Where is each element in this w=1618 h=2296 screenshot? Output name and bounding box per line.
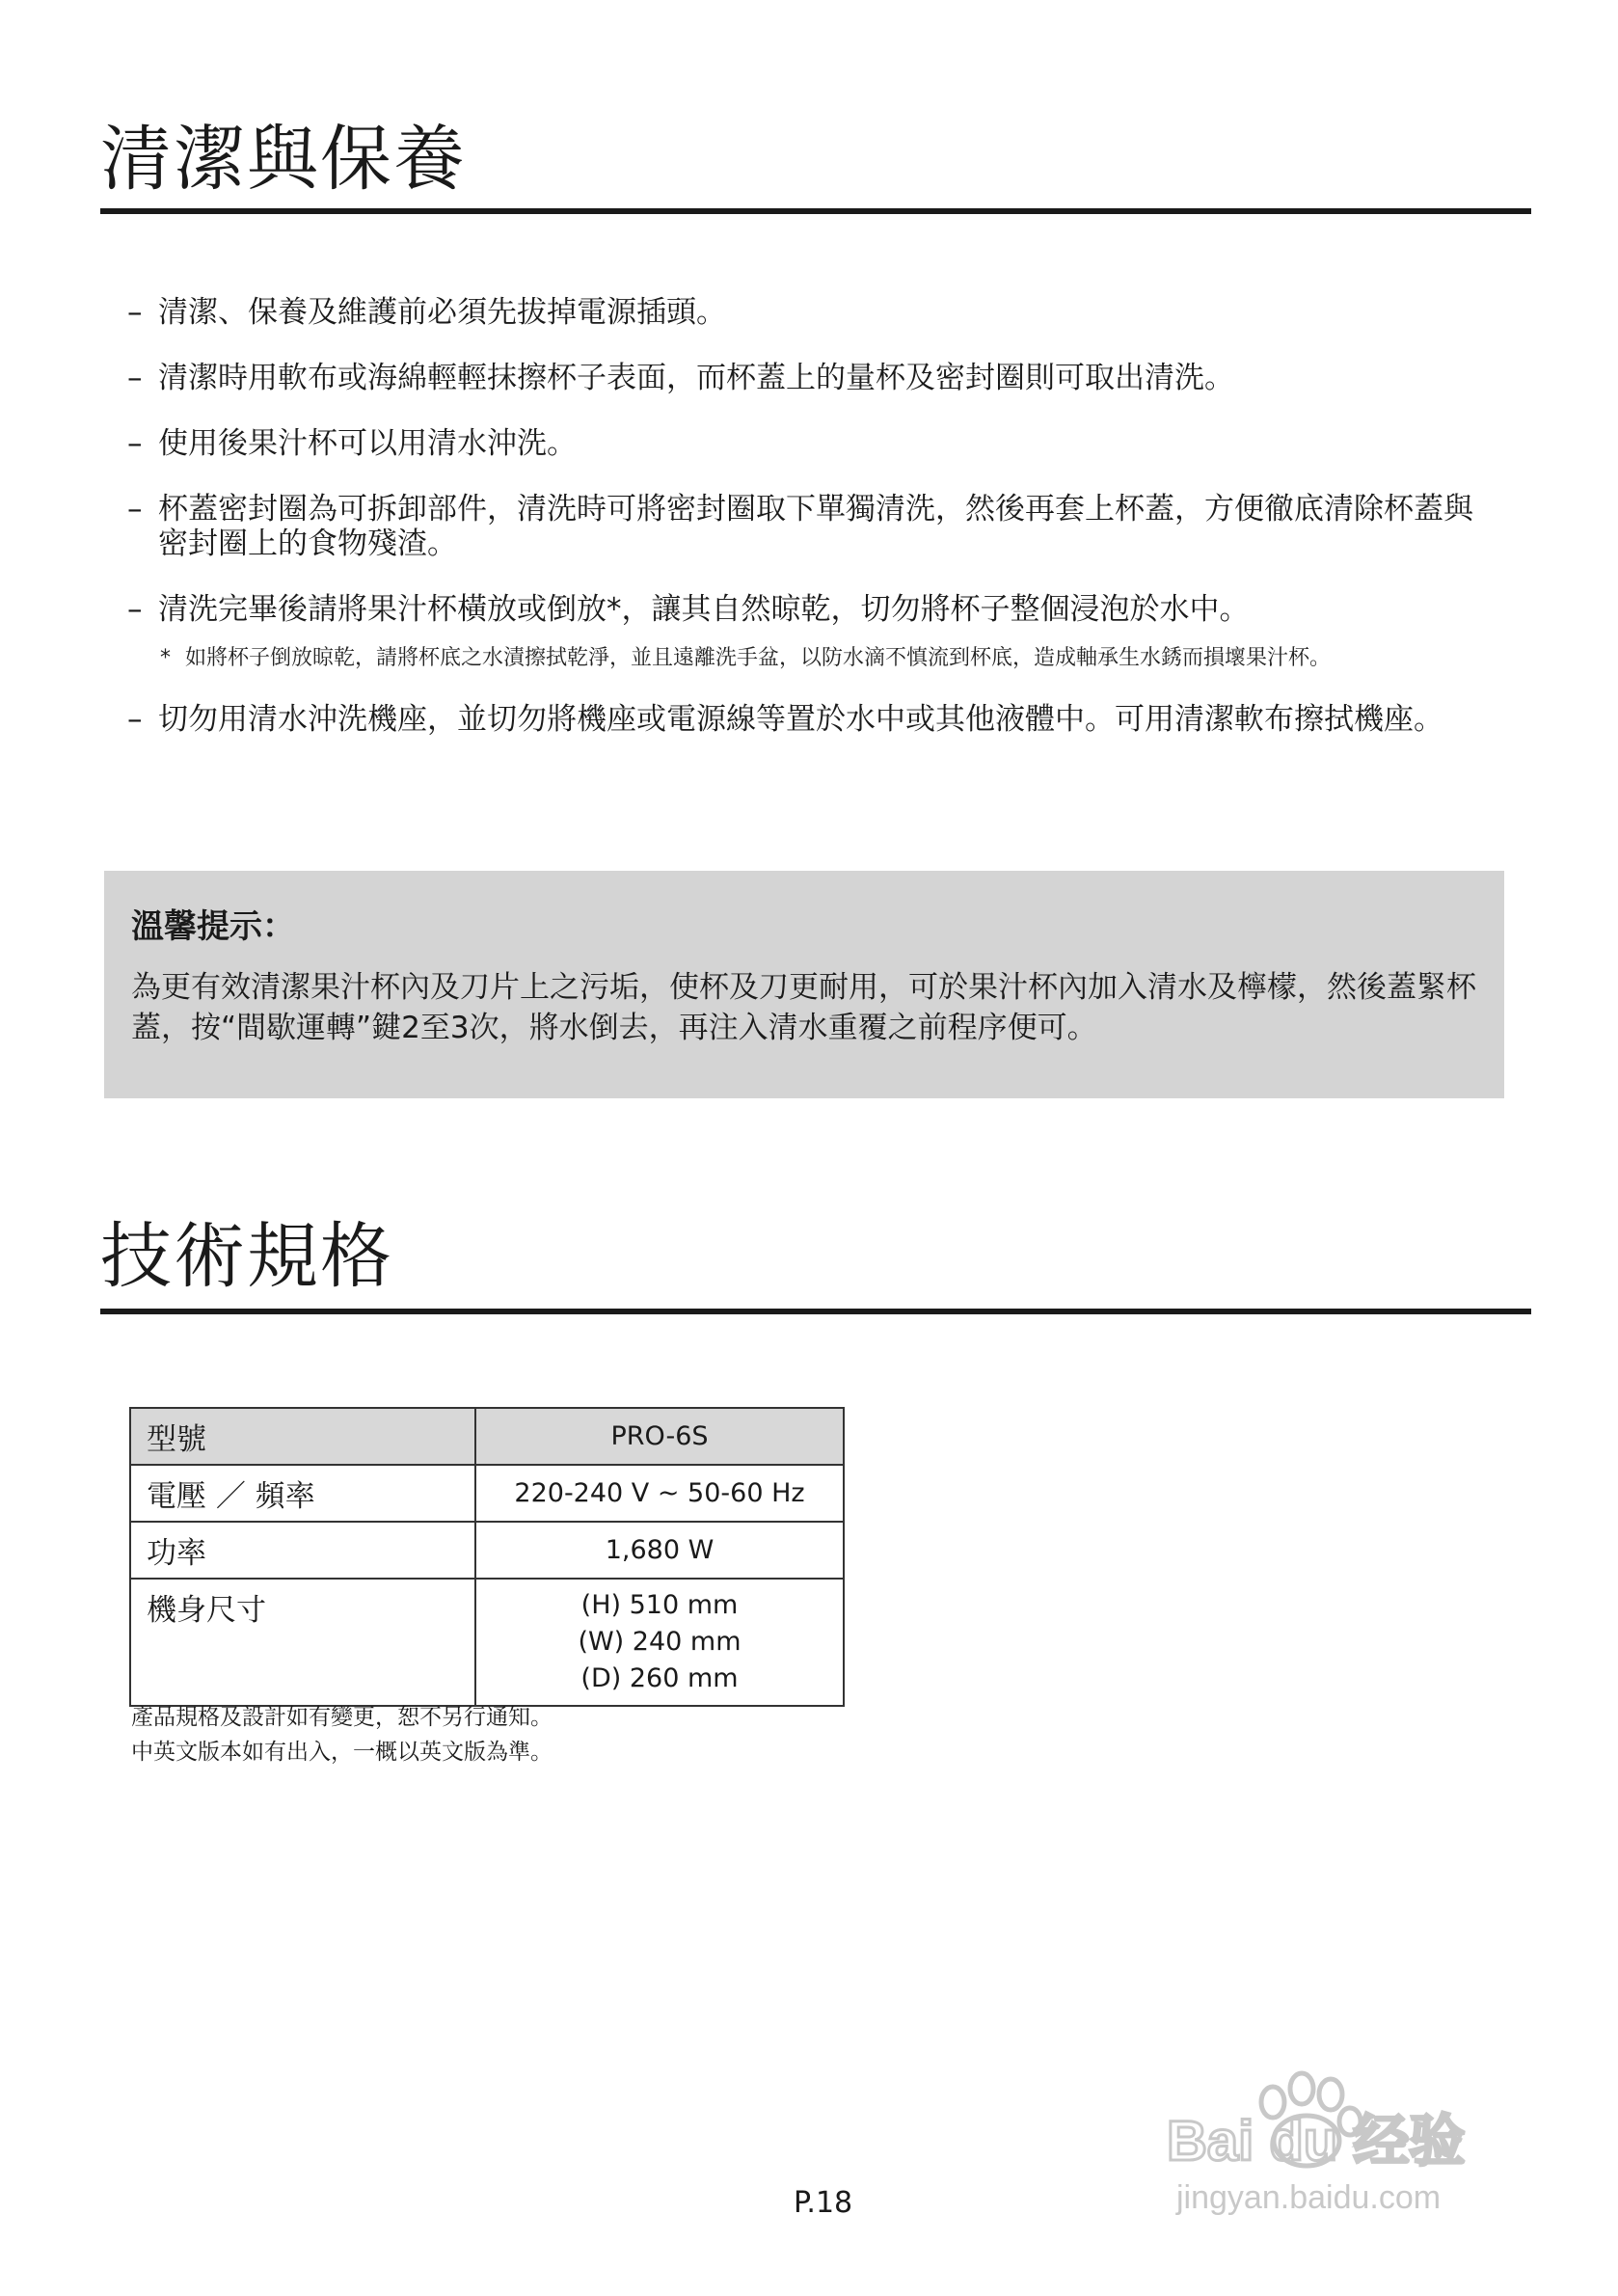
- spec-footnote: 中英文版本如有出入，一概以英文版為準。: [131, 1740, 553, 1765]
- bullet-dash: –: [127, 592, 143, 627]
- care-bullet-4: [127, 492, 1477, 561]
- care-bullet-3: [127, 426, 1477, 461]
- care-instructions-list: [127, 295, 1477, 768]
- care-bullet-1: [127, 295, 1477, 330]
- spec-label: 機身尺寸: [130, 1579, 475, 1706]
- page-number: P.18: [794, 2186, 853, 2220]
- spec-table: [129, 1407, 845, 1707]
- dimension-depth: (D) 260 mm: [580, 1663, 739, 1693]
- care-footnote-text: 如將杯子倒放晾乾，請將杯底之水漬擦拭乾淨，並且遠離洗手盆，以防水滴不慎流到杯底，造成軸承生水銹而損壞果汁杯。: [185, 646, 1332, 670]
- dimension-height: (H) 510 mm: [580, 1590, 739, 1620]
- spec-row-dimensions: [130, 1579, 844, 1706]
- watermark-url: jingyan.baidu.com: [1176, 2179, 1442, 2216]
- spec-value: [475, 1579, 844, 1706]
- bullet-dash: –: [127, 361, 143, 395]
- spec-row-model: [130, 1408, 844, 1465]
- bullet-dash: –: [127, 295, 143, 330]
- spec-footnotes: [131, 1700, 553, 1769]
- watermark-brand: Bai du 经验: [1167, 2110, 1466, 2173]
- spec-footnote: 產品規格及設計如有變更，恕不另行通知。: [131, 1705, 553, 1730]
- spec-value: 1,680 W: [475, 1522, 844, 1579]
- dimension-width: (W) 240 mm: [578, 1627, 742, 1657]
- paw-toe-icon: [1319, 2079, 1342, 2110]
- spec-section-title: 技術規格: [100, 1215, 393, 1298]
- tip-body: 為更有效清潔果汁杯內及刀片上之污垢，使杯及刀更耐用，可於果汁杯內加入清水及檸檬，然後蓋緊杯蓋，按“間歇運轉”鍵2至3次，將水倒去，再注入清水重覆之前程序便可。: [131, 970, 1476, 1045]
- spec-title-rule: [100, 1309, 1531, 1314]
- spec-row-power: [130, 1522, 844, 1579]
- spec-label: 型號: [130, 1408, 475, 1465]
- spec-value: PRO-6S: [475, 1408, 844, 1465]
- care-bullet-text: 清潔時用軟布或海綿輕輕抹擦杯子表面，而杯蓋上的量杯及密封圈則可取出清洗。: [158, 361, 1234, 395]
- spec-row-voltage: [130, 1465, 844, 1522]
- care-bullet-text: 清潔、保養及維護前必須先拔掉電源插頭。: [158, 295, 726, 330]
- footnote-star: *: [160, 646, 171, 670]
- tip-title: 溫馨提示：: [131, 907, 295, 946]
- care-bullet-text: 杯蓋密封圈為可拆卸部件，清洗時可將密封圈取下單獨清洗，然後再套上杯蓋，方便徹底清除杯蓋與密封圈上的食物殘渣。: [158, 492, 1473, 561]
- spec-label: 電壓 ／ 頻率: [130, 1465, 475, 1522]
- care-bullet-text: 切勿用清水沖洗機座，並切勿將機座或電源線等置於水中或其他液體中。可用清潔軟布擦拭機座。: [158, 702, 1443, 737]
- care-bullet-text: 使用後果汁杯可以用清水沖洗。: [158, 426, 577, 461]
- bullet-dash: –: [127, 702, 143, 737]
- care-bullet-6: [127, 702, 1477, 737]
- care-bullet-text: 清洗完畢後請將果汁杯橫放或倒放*，讓其自然晾乾，切勿將杯子整個浸泡於水中。: [158, 592, 1250, 627]
- paw-toe-icon: [1290, 2073, 1313, 2104]
- tip-box: [104, 871, 1504, 1098]
- care-section-title: 清潔與保養: [100, 118, 467, 201]
- care-bullet-2: [127, 361, 1477, 395]
- bullet-dash: –: [127, 492, 143, 527]
- spec-label: 功率: [130, 1522, 475, 1579]
- care-bullet-5: [127, 592, 1477, 627]
- care-title-rule: [100, 208, 1531, 214]
- care-footnote: [160, 644, 1477, 673]
- bullet-dash: –: [127, 426, 143, 461]
- spec-value: 220-240 V ~ 50-60 Hz: [475, 1465, 844, 1522]
- baidu-watermark-logo: [1147, 2054, 1552, 2228]
